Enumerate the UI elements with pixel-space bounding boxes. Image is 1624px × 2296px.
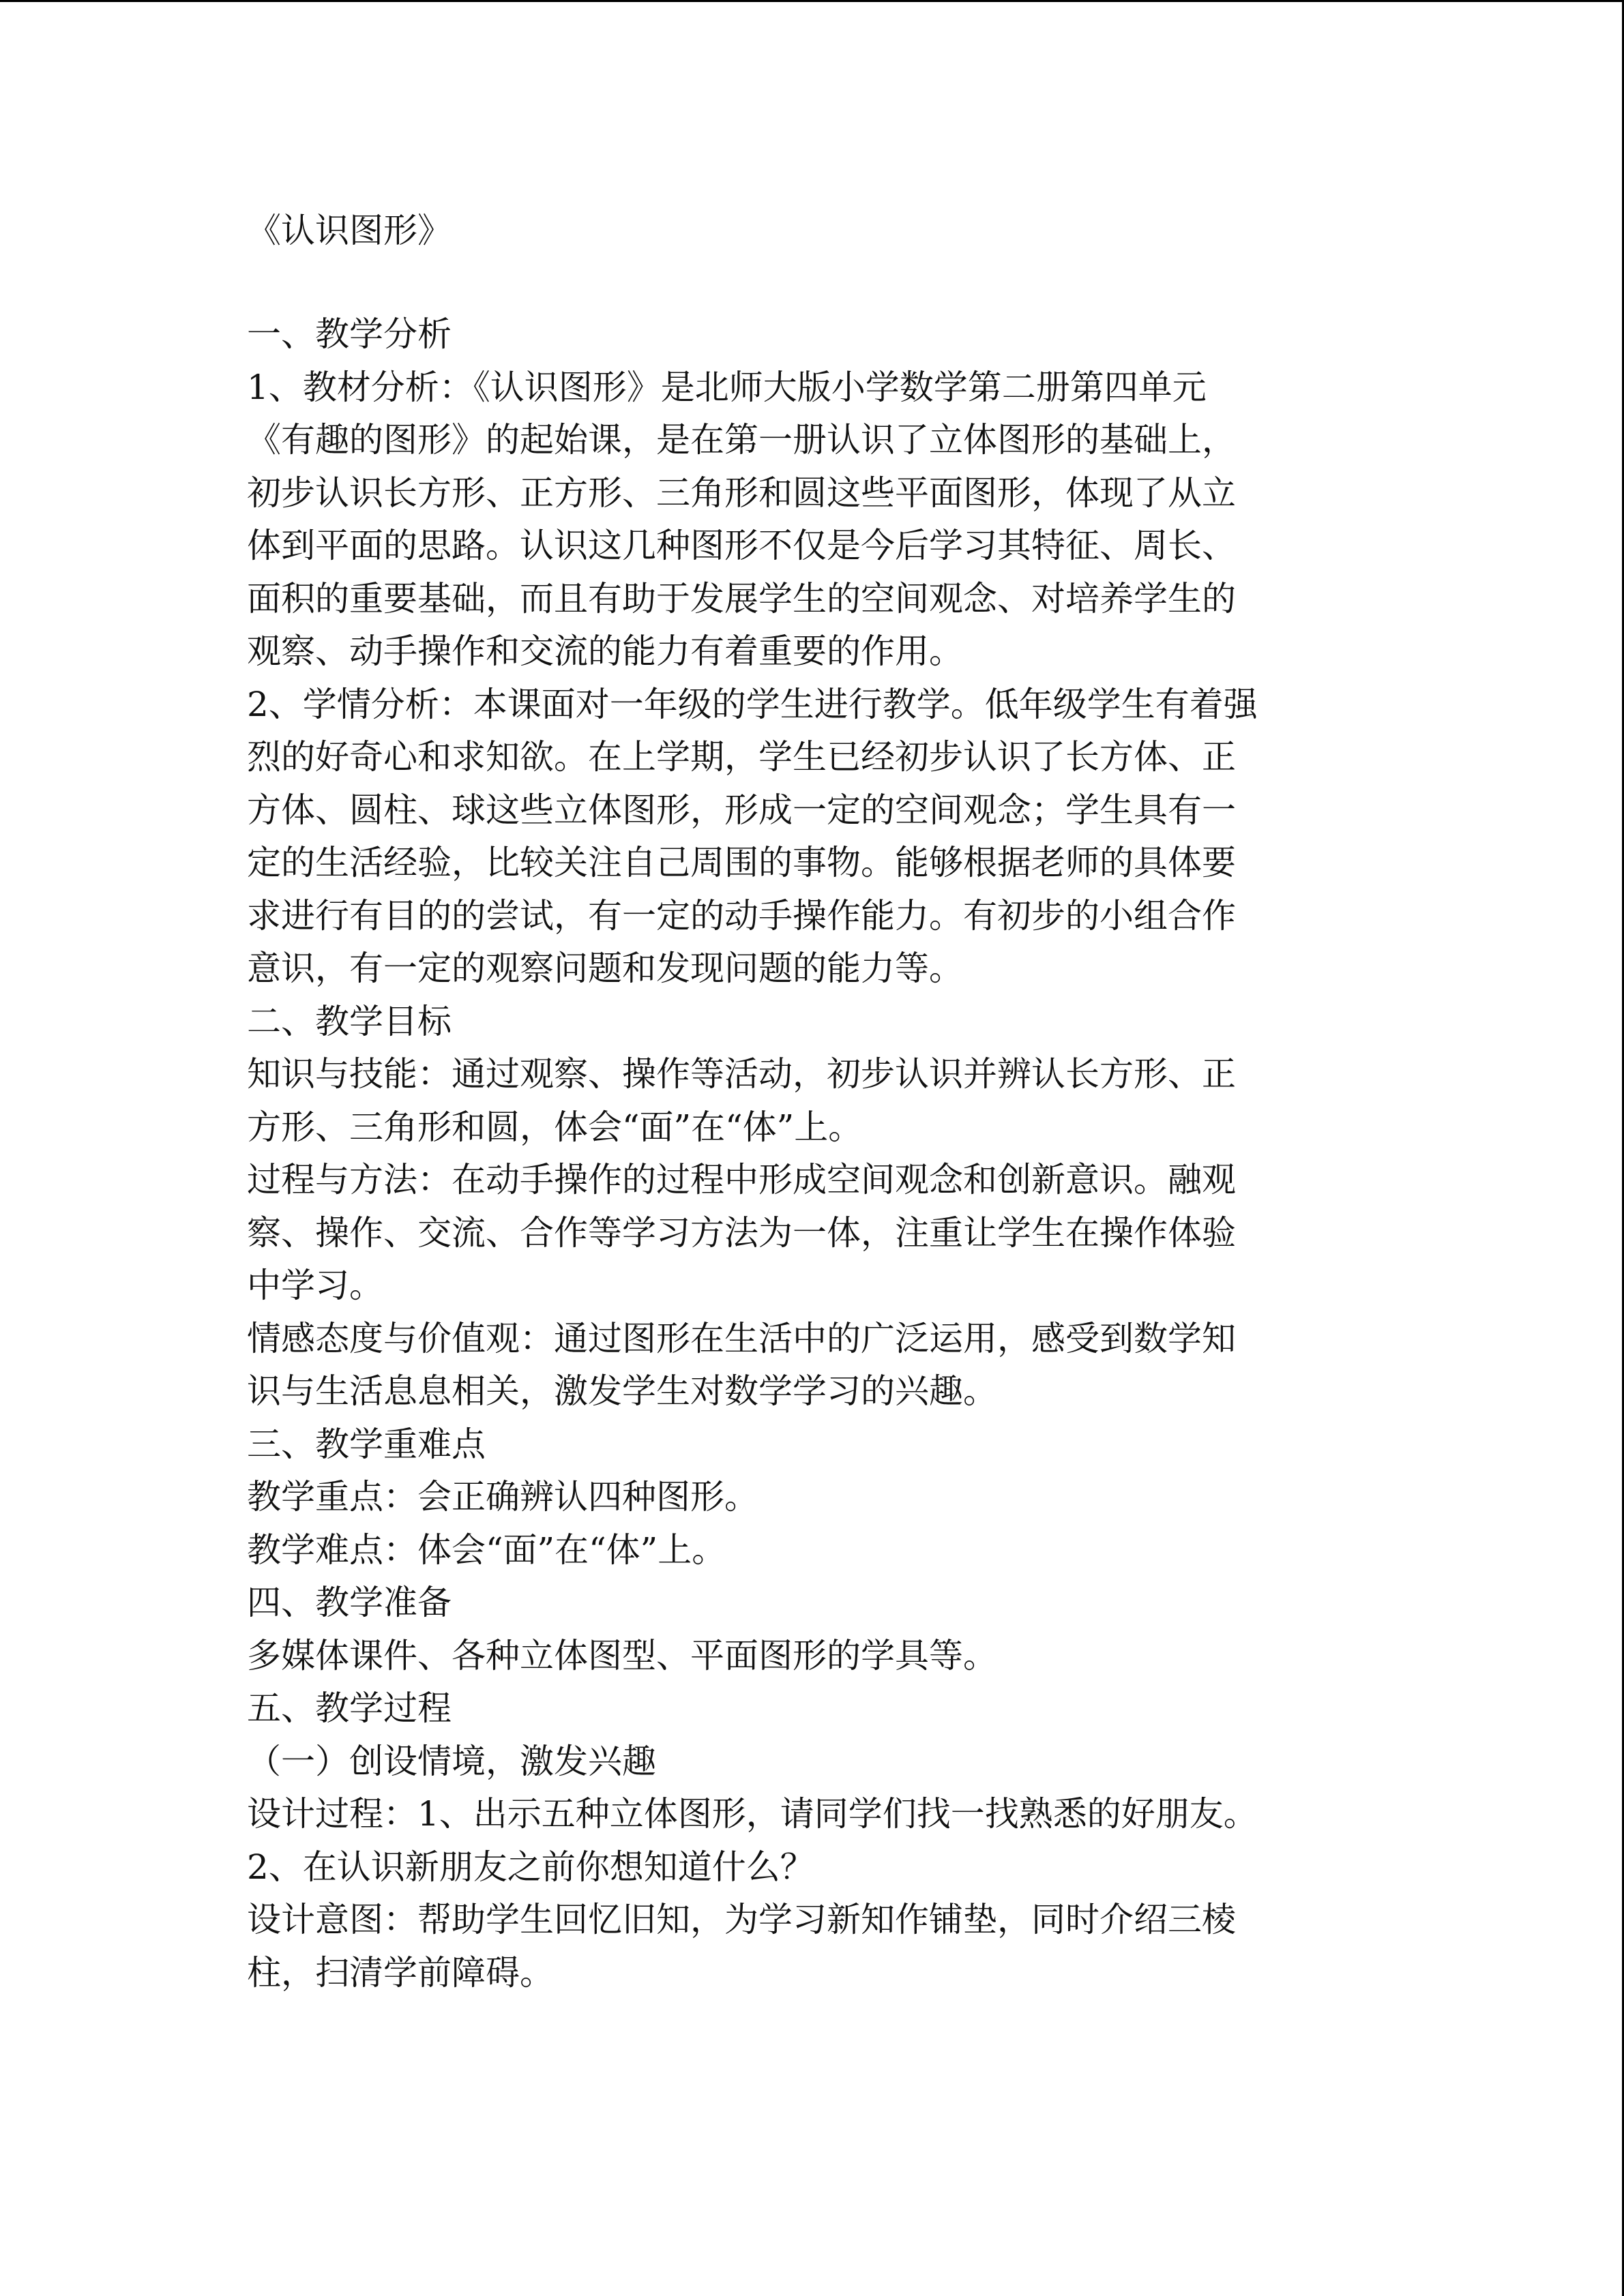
section-heading-objectives: 二、教学目标 <box>247 1001 452 1041</box>
text-line: 烈的好奇心和求知欲。在上学期，学生已经初步认识了长方体、正 <box>247 737 1236 777</box>
text-line: 多媒体课件、各种立体图型、平面图形的学具等。 <box>247 1635 997 1675</box>
text-line: 教学难点：体会“面”在“体”上。 <box>247 1530 726 1570</box>
text-line: 面积的重要基础，而且有助于发展学生的空间观念、对培养学生的 <box>247 578 1236 618</box>
section-heading-key-points: 三、教学重难点 <box>247 1424 486 1464</box>
text-line: 柱，扫清学前障碍。 <box>247 1952 554 1993</box>
page-border-top <box>0 0 1624 2</box>
text-line: 《有趣的图形》的起始课，是在第一册认识了立体图形的基础上， <box>247 420 1236 460</box>
document-title: 《认识图形》 <box>247 211 452 250</box>
text-line: 2、学情分析：本课面对一年级的学生进行教学。低年级学生有着强 <box>247 684 1258 724</box>
text-line: 求进行有目的的尝试，有一定的动手操作能力。有初步的小组合作 <box>247 895 1236 936</box>
text-line: 方形、三角形和圆，体会“面”在“体”上。 <box>247 1107 863 1147</box>
section-heading-process: 五、教学过程 <box>247 1688 452 1728</box>
text-line: 察、操作、交流、合作等学习方法为一体，注重让学生在操作体验 <box>247 1212 1236 1253</box>
text-line: 情感态度与价值观：通过图形在生活中的广泛运用，感受到数学知 <box>247 1318 1236 1358</box>
text-line: 设计意图：帮助学生回忆旧知，为学习新知作铺垫，同时介绍三棱 <box>247 1900 1236 1939</box>
text-line: 设计过程：1、出示五种立体图形，请同学们找一找熟悉的好朋友。 <box>247 1794 1258 1834</box>
text-line: 观察、动手操作和交流的能力有着重要的作用。 <box>247 631 963 671</box>
text-line: 1、教材分析：《认识图形》是北师大版小学数学第二册第四单元 <box>247 367 1207 407</box>
text-line: 教学重点：会正确辨认四种图形。 <box>247 1477 758 1517</box>
text-line: 方体、圆柱、球这些立体图形，形成一定的空间观念；学生具有一 <box>247 790 1236 830</box>
text-line: 体到平面的思路。认识这几种图形不仅是今后学习其特征、周长、 <box>247 526 1236 565</box>
text-line: 过程与方法：在动手操作的过程中形成空间观念和创新意识。融观 <box>247 1160 1236 1199</box>
text-line: 定的生活经验，比较关注自己周围的事物。能够根据老师的具体要 <box>247 843 1236 882</box>
section-heading-preparation: 四、教学准备 <box>247 1583 452 1622</box>
section-heading-analysis: 一、教学分析 <box>247 314 452 354</box>
text-line: 中学习。 <box>247 1266 383 1305</box>
text-line: 初步认识长方形、正方形、三角形和圆这些平面图形，体现了从立 <box>247 473 1236 513</box>
document-body <box>247 198 1379 1999</box>
text-line: 识与生活息息相关，激发学生对数学学习的兴趣。 <box>247 1371 997 1411</box>
subsection-heading: （一）创设情境，激发兴趣 <box>247 1741 656 1781</box>
text-line: 2、在认识新朋友之前你想知道什么？ <box>247 1847 814 1887</box>
text-line: 知识与技能：通过观察、操作等活动，初步认识并辨认长方形、正 <box>247 1054 1236 1094</box>
text-line: 意识，有一定的观察问题和发现问题的能力等。 <box>247 949 963 988</box>
